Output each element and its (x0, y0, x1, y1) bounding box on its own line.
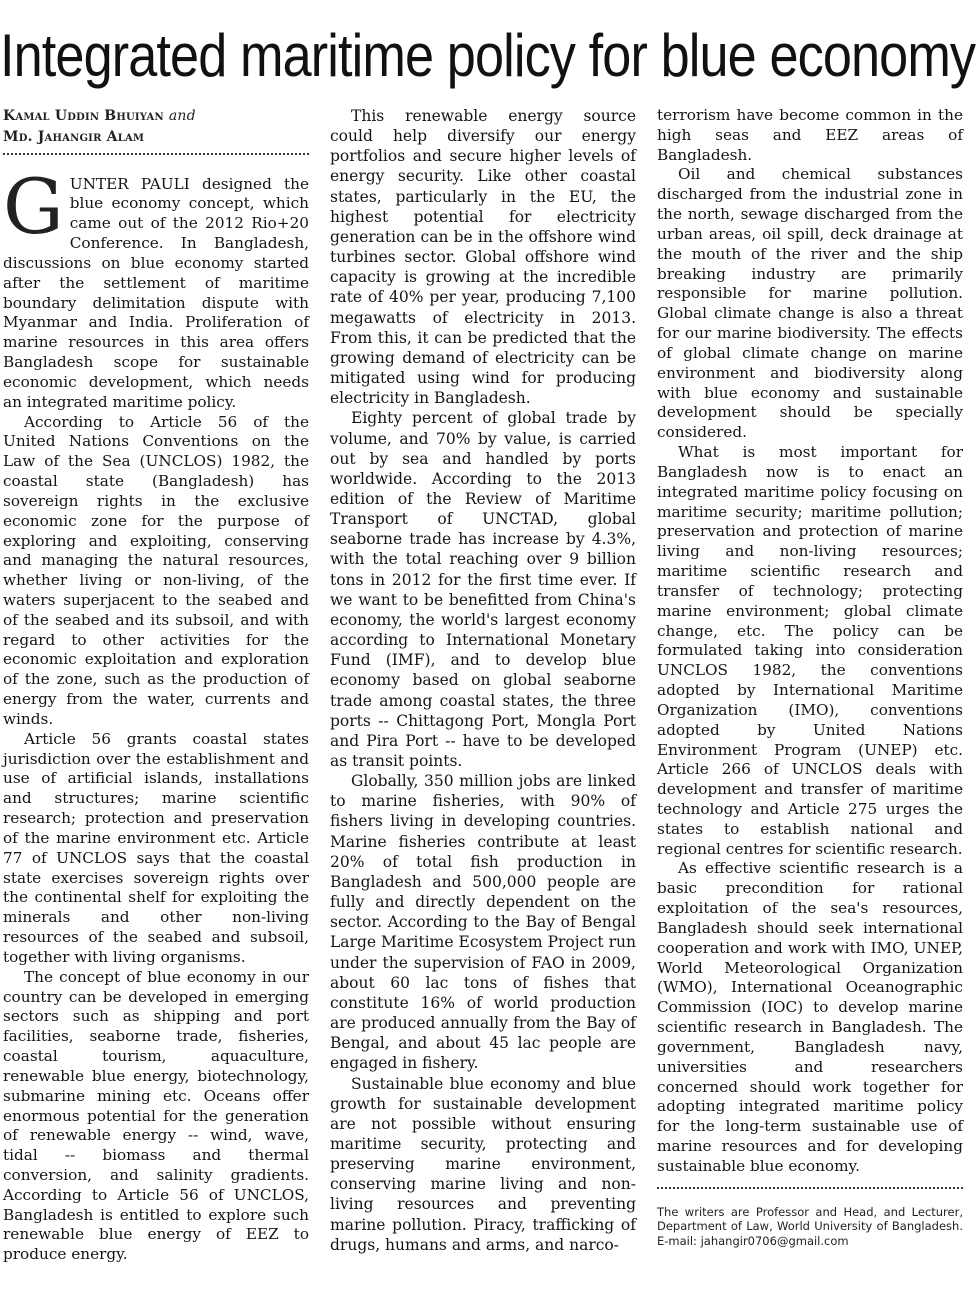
article-column-3 (657, 106, 963, 1248)
author-bio: The writers are Professor and Head, and Lecturer, Department of Law, World University of Bangladesh. E-mail: jahangir0706@gmail.com (657, 1204, 963, 1248)
body-paragraph: Oil and chemical substances discharged from the industrial zone in the north, sewage discharged from the urban areas, oil spill, deck drainage at the mouth of the river and the ship breaking industry are primarily responsible for marine pollution. Global climate change is also a threat for our marine biodiversity. The effects of global climate change on marine environment and biodiversity along with blue economy and sustainable development should be specially considered. (657, 165, 963, 442)
lead-in: UNTER PAULI (69, 174, 190, 193)
article-column-1 (3, 106, 309, 1265)
body-paragraph: The concept of blue economy in our country can be developed in emerging sectors such as shipping and port facilities, seaborne trade, fisheries, coastal tourism, aquaculture, renewable blue energy, biotechnology, submarine mining etc. Oceans offer enormous potential for the generation of renewable energy -- wind, wave, tidal -- biomass and thermal conversion, and salinity gradients. According to Article 56 of UNCLOS, Bangladesh is entitled to explore such renewable blue energy of EEZ to produce energy. (3, 967, 309, 1264)
headline: Integrated maritime policy for blue economy (0, 22, 976, 89)
body-paragraph: Eighty percent of global trade by volume, and 70% by value, is carried out by sea and handled by ports worldwide. According to the 2013 edition of the Review of Maritime Transport of UNCTAD, global seaborne trade has increase by 4.3%, with the total reaching over 9 billion tons in 2012 for the first time ever. If we want to be benefitted from China's economy, the world's largest economy according to International Monetary Fund (IMF), and to develop blue economy based on global seaborne trade among coastal states, the three ports -- Chittagong Port, Mongla Port and Pira Port -- have to be developed as transit points. (330, 409, 636, 770)
author-name: Kamal Uddin Bhuiyan (3, 108, 164, 124)
body-paragraph: Article 56 grants coastal states jurisdiction over the establishment and use of artificial islands, installations and structures; marine scientific research; protection and preservation of the marine environment etc. Article 77 of UNCLOS says that the coastal state exercises sovereign rights over the continental shelf for exploiting the minerals and other non-living resources of the seabed and subsoil, together with living organisms. (3, 729, 309, 966)
byline-conjunction: and (168, 108, 196, 124)
lead-text: designed the blue economy concept, which came out of the 2012 Rio+20 Conference. In Bangladesh, discussions on blue economy started after the settlement of maritime boundary delimitation dispute with Myanmar and India. Proliferation of marine resources in this area offers Bangladesh scope for sustainable economic development, which needs an integrated maritime policy. (3, 174, 309, 411)
lead-paragraph (3, 161, 309, 413)
body-paragraph: As effective scientific research is a basic precondition for rational exploitation of the sea's resources, Bangladesh should seek international cooperation and work with IMO, UNEP, World Meteorological Organization (WMO), International Oceanographic Commission (IOC) to develop marine scientific research in Bangladesh. The government, Bangladesh navy, universities and researchers concerned should work together for adopting integrated maritime policy for the long-term sustainable use of marine resources and for developing sustainable blue economy. (657, 859, 963, 1175)
author-name: Md. Jahangir Alam (3, 128, 145, 145)
body-paragraph: According to Article 56 of the United Nations Conventions on the Law of the Sea (UNCLOS) 1982, the coastal state (Bangladesh) has sovereign rights in the exclusive economic zone for the purpose of exploring and exploiting, conserving and managing the natural resources, whether living or non-living, of the waters superjacent to the seabed and of the seabed and its subsoil, and with regard to other activities for the economic exploitation and exploration of the zone, such as the production of energy from the water, currents and winds. (3, 412, 309, 728)
body-paragraph: Sustainable blue economy and blue growth for sustainable development are not possible without ensuring maritime security, protecting and preserving marine environment, conserving marine living and non-living resources and preventing marine pollution. Piracy, trafficking of drugs, humans and arms, and narco- (330, 1074, 636, 1254)
body-paragraph: Globally, 350 million jobs are linked to marine fisheries, with 90% of fishers living in developing countries. Marine fisheries contribute at least 20% of total fish production in Bangladesh and 500,000 people are fully and directly dependent on the sector. According to the Bay of Bengal Large Maritime Ecosystem Project run under the supervision of FAO in 2009, about 60 lac tons of fishes that constitute 16% of world production are produced annually from the Bay of Bengal, and about 45 lac people are engaged in fishery. (330, 772, 636, 1073)
byline-divider (3, 153, 309, 155)
end-divider (657, 1187, 963, 1189)
body-paragraph: What is most important for Bangladesh now is to enact an integrated maritime policy focusing on maritime security; maritime pollution; preservation and protection of marine living and non-living resources; maritime scientific research and transfer of technology; protecting marine environment; global climate change, etc. The policy can be formulated taking into consideration UNCLOS 1982, the conventions adopted by International Maritime Organization (IMO), conventions adopted by United Nations Environment Program (UNEP) etc. Article 266 of UNCLOS deals with development and transfer of maritime technology and Article 275 urges the states to establish national and regional centres for scientific research. (657, 443, 963, 858)
body-paragraph: This renewable energy source could help diversify our energy portfolios and secure higher levels of energy security. Like other coastal states, particularly in the EU, the highest potential for electricity generation can be in the offshore wind turbines sector. Global offshore wind capacity is growing at the incredible rate of 40% per year, producing 7,100 megawatts of electricity in 2013. From this, it can be predicted that the growing demand of electricity can be mitigated using wind for producing electricity in Bangladesh. (330, 107, 636, 408)
drop-cap: G (3, 161, 64, 251)
article-column-2 (330, 106, 636, 1255)
byline (3, 106, 309, 148)
continued-paragraph: terrorism have become common in the high seas and EEZ areas of Bangladesh. (657, 106, 963, 164)
